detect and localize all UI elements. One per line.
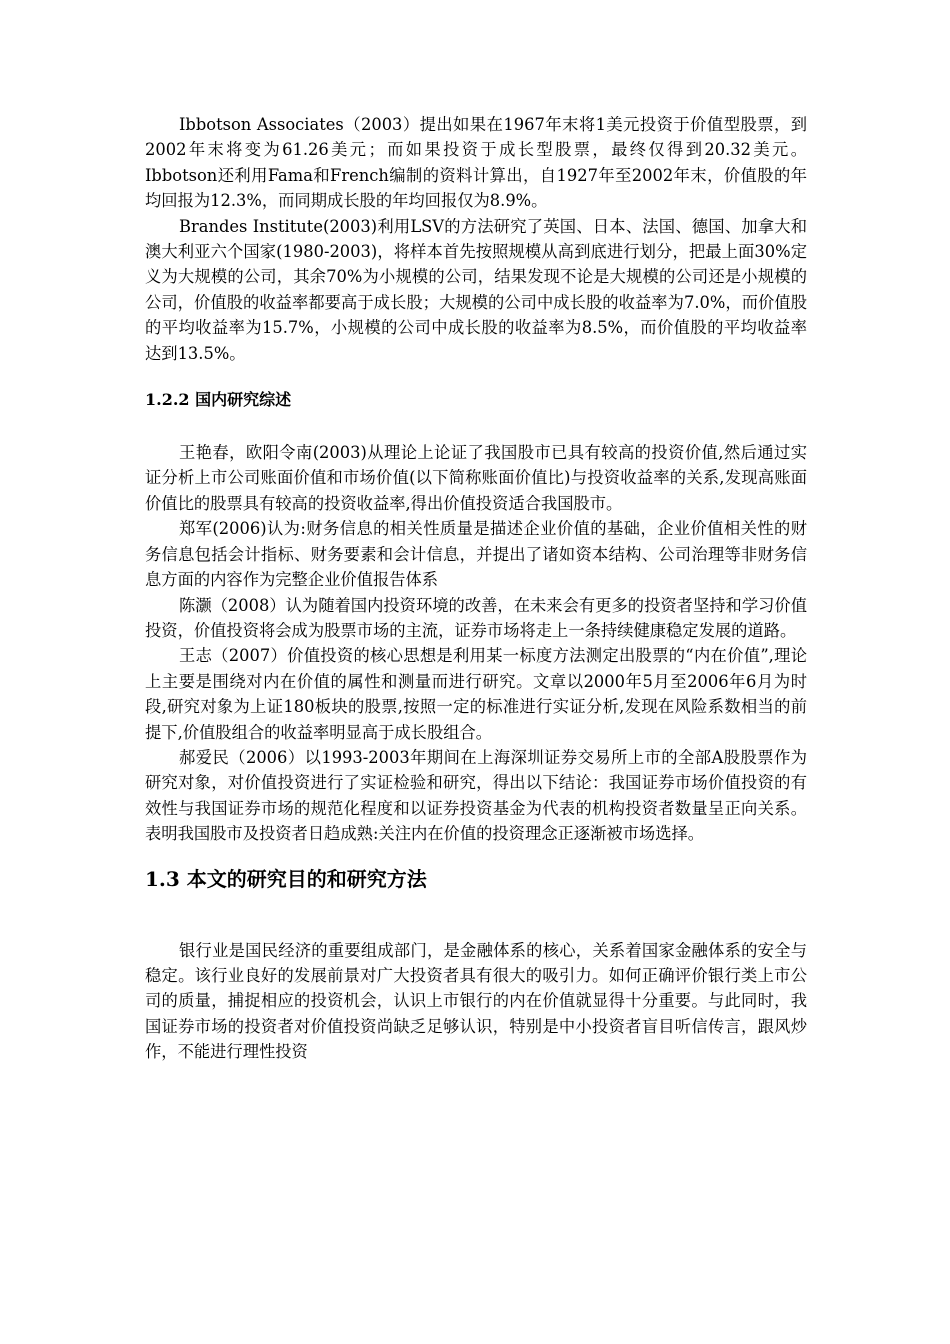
spacer — [145, 893, 807, 938]
paragraph-hao-aimin: 郝爱民（2006）以1993-2003年期间在上海深圳证券交易所上市的全部A股股票作为研究对象，对价值投资进行了实证检验和研究，得出以下结论：我国证券市场价值投资的有效性与我国证券市场的规范化程度和以证券投资基金为代表的机构投资者数量呈正向关系。表明我国股市及投资者日趋成熟:关注内在价值的投资理念正逐渐被市场选择。 — [145, 747, 807, 844]
paragraph-wang-yanchun: 王艳春，欧阳令南(2003)从理论上论证了我国股市已具有较高的投资价值,然后通过实证分析上市公司账面价值和市场价值(以下简称账面价值比)与投资收益率的关系,发现高账面价值比的股票具有较高的投资收益率,得出价值投资适合我国股市。 — [145, 443, 807, 513]
paragraph-wang-zhi: 王志（2007）价值投资的核心思想是利用某一标度方法测定出股票的“内在价值”,理论上主要是围绕对内在价值的属性和测量而进行研究。文章以2000年5月至2006年6月为时段,研究对象为上证180板块的股票,按照一定的标准进行实证分析,发现在风险系数相当的前提下,价值股组合的收益率明显高于成长股组合。 — [145, 646, 807, 742]
spacer — [145, 412, 807, 440]
section-heading-1-3: 1.3 本文的研究目的和研究方法 — [145, 866, 427, 891]
document-page — [145, 112, 807, 1065]
section-heading-1-2-2: 1.2.2 国内研究综述 — [145, 390, 292, 410]
paragraph-chen-hao: 陈灏（2008）认为随着国内投资环境的改善，在未来会有更多的投资者坚持和学习价值投资，价值投资将会成为股票市场的主流，证券市场将走上一条持续健康稳定发展的道路。 — [145, 595, 807, 640]
paragraph-ibbotson: Ibbotson Associates（2003）提出如果在1967年末将1美元投资于价值型股票，到2002年末将变为61.26美元；而如果投资于成长型股票，最终仅得到20.32美元。Ibbotson还利用Fama和French编制的资料计算出，自1927年至2002年末，价值股的年均回报为12.3%，而同期成长股的年均回报仅为8.9%。 — [145, 115, 807, 211]
paragraph-brandes: Brandes Institute(2003)利用LSV的方法研究了英国、日本、法国、德国、加拿大和澳大利亚六个国家(1980-2003)，将样本首先按照规模从高到底进行划分，把最上面30%定义为大规模的公司，其余70%为小规模的公司，结果发现不论是大规模的公司还是小规模的公司，价值股的收益率都要高于成长股；大规模的公司中成长股的收益率为7.0%，而价值股的平均收益率为15.7%，小规模的公司中成长股的收益率为8.5%，而价值股的平均收益率达到13.5%。 — [145, 216, 807, 363]
paragraph-zheng-jun: 郑军(2006)认为:财务信息的相关性质量是描述企业价值的基础，企业价值相关性的财务信息包括会计指标、财务要素和会计信息，并提出了诸如资本结构、公司治理等非财务信息方面的内容作为完整企业价值报告体系 — [145, 519, 807, 590]
spacer — [145, 847, 807, 865]
paragraph-banking: 银行业是国民经济的重要组成部门，是金融体系的核心，关系着国家金融体系的安全与稳定。该行业良好的发展前景对广大投资者具有很大的吸引力。如何正确评价银行类上市公司的质量，捕捉相应的投资机会，认识上市银行的内在价值就显得十分重要。与此同时，我国证券市场的投资者对价值投资尚缺乏足够认识，特别是中小投资者盲目听信传言，跟风炒作，不能进行理性投资 — [145, 940, 807, 1062]
